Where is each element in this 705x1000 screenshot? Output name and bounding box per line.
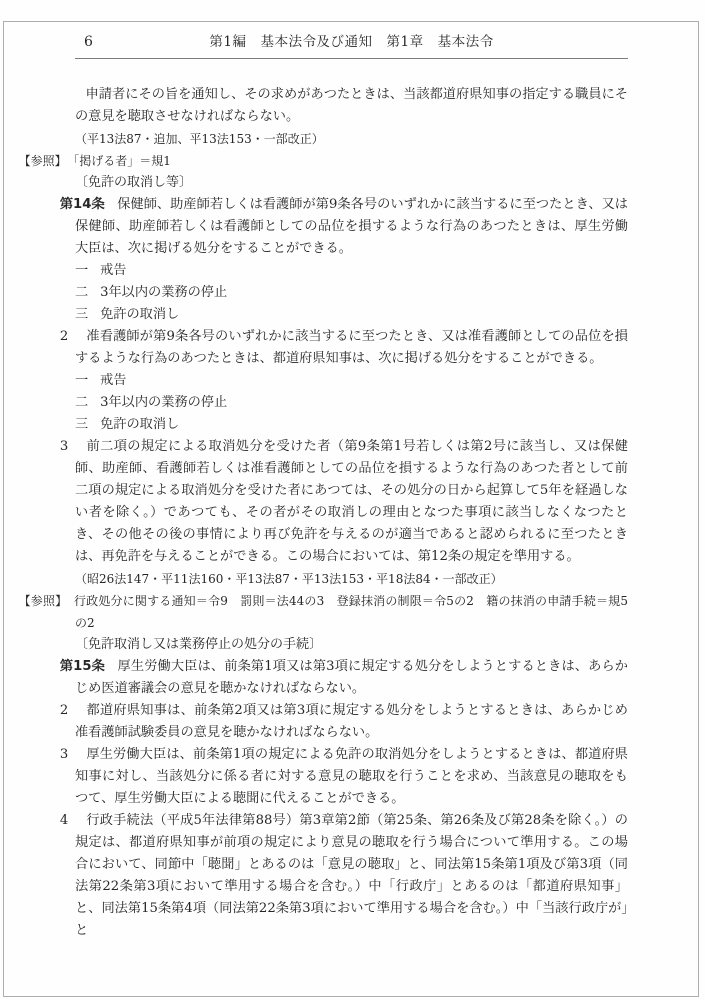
item-number: 三: [75, 417, 89, 432]
article-14-item-1: [75, 260, 628, 282]
header-rule: [75, 58, 628, 59]
paragraph-number: 2: [59, 329, 69, 344]
section-heading-license-revocation: 〔免許の取消し等〕: [75, 175, 193, 190]
article-14-item-2: [75, 282, 628, 304]
item-number: 二: [75, 285, 89, 300]
article-14-paragraph-2: [59, 326, 628, 370]
article-15: [59, 656, 628, 700]
page-number: 6: [84, 34, 93, 50]
item-text: 3年以内の業務の停止: [100, 395, 228, 410]
continuation-paragraph: 申請者にその旨を通知し、その求めがあつたときは、当該都道府県知事の指定する職員にその意見を聴取させなければならない。: [75, 87, 628, 124]
amendment-note: （平13法87・追加、平13法153・一部改正）: [75, 132, 324, 146]
item-text: 免許の取消し: [100, 307, 180, 322]
paragraph-text: 厚生労働大臣は、前条第1項の規定による免許の取消処分をしようとするときは、都道府県知事に対し、当該処分に係る者に対する意見の聴取を行うことを求め、当該意見の聴取をもつて、厚生労働大臣による聴聞に代えることができる。: [75, 747, 628, 806]
item-number: 一: [75, 373, 89, 388]
paragraph-text: 准看護師が第9条各号のいずれかに該当するに至つたとき、又は准看護師としての品位を損するような行為のあつたときは、都道府県知事は、次に掲げる処分をすることができる。: [75, 329, 628, 366]
article-15-number: 第15条: [59, 659, 106, 674]
running-header-title: 第1編 基本法令及び通知 第1章 基本法令: [209, 34, 494, 50]
item-number: 三: [75, 307, 89, 322]
article-15-paragraph-3: [59, 744, 628, 810]
paragraph-number: 3: [59, 439, 69, 454]
reference-label: 【参照】: [18, 594, 68, 608]
reference-text: 行政処分に関する通知＝令9 罰則＝法44の3 登録抹消の制限＝令5の2 籍の抹消の申請手続＝規5の2: [73, 594, 628, 630]
paragraph-number: 3: [59, 747, 69, 762]
item-text: 3年以内の業務の停止: [100, 285, 228, 300]
article-14-paragraph-2-item-1: [75, 370, 628, 392]
amendment-note: （昭26法147・平11法160・平13法87・平13法153・平18法84・一部改正）: [75, 572, 503, 586]
item-text: 戒告: [100, 263, 127, 278]
article-15-text: 厚生労働大臣は、前条第1項又は第3項に規定する処分をしようとするときは、あらかじめ医道審議会の意見を聴かなければならない。: [75, 659, 628, 696]
article-14-paragraph-3: [59, 436, 628, 568]
article-14-text: 保健師、助産師若しくは看護師が第9条各号のいずれかに該当するに至つたとき、又は保健師、助産師若しくは看護師としての品位を損するような行為のあつたときは、厚生労働大臣は、次に掲げる処分をすることができる。: [75, 197, 628, 256]
article-14-paragraph-2-item-3: [75, 414, 628, 436]
article-14: [59, 194, 628, 260]
running-header: [75, 31, 628, 53]
paragraph-number: 4: [59, 813, 69, 828]
article-15-paragraph-4: [59, 810, 628, 942]
item-text: 戒告: [100, 373, 127, 388]
article-14-paragraph-2-item-2: [75, 392, 628, 414]
reference-text: 「掲げる者」＝規1: [73, 154, 171, 168]
paragraph-text: 前二項の規定による取消処分を受けた者（第9条第1号若しくは第2号に該当し、又は保健師、助産師、看護師若しくは准看護師としての品位を損するような行為のあつた者として前二項の規定による取消処分を受けた者にあつては、その処分の日から起算して5年を経過しない者を除く。）であつても、その者がその取消しの理由となつた事項に該当しなくなつたとき、その他その後の事情により再び免許を与えるのが適当であると認められるに至つたときは、再免許を与えることができる。この場合においては、第12条の規定を準用する。: [75, 439, 628, 564]
article-14-item-3: [75, 304, 628, 326]
reference-label: 【参照】: [18, 154, 67, 168]
article-15-paragraph-2: [59, 700, 628, 744]
reference-note: [18, 150, 628, 172]
paragraph-number: 2: [59, 703, 69, 718]
reference-note: [18, 590, 628, 634]
section-heading-revocation-procedure: 〔免許取消し又は業務停止の処分の手続〕: [75, 637, 323, 652]
paragraph-text: 都道府県知事は、前条第2項又は第3項に規定する処分をしようとするときは、あらかじめ准看護師試験委員の意見を聴かなければならない。: [75, 703, 628, 740]
item-text: 免許の取消し: [100, 417, 180, 432]
article-14-number: 第14条: [59, 197, 105, 212]
paragraph-text: 行政手続法（平成5年法律第88号）第3章第2節（第25条、第26条及び第28条を除く。）の規定は、都道府県知事が前項の規定により意見の聴取を行う場合について準用する。この場合において、同節中「聴聞」とあるのは「意見の聴取」と、同法第15条第1項及び第3項（同法第22条第3項において準用する場合を含む。）中「行政庁」とあるのは「都道府県知事」と、同法第15条第4項（同法第22条第3項において準用する場合を含む。）中「当該行政庁が」と: [75, 813, 628, 938]
page-body: [18, 84, 628, 942]
item-number: 二: [75, 395, 89, 410]
item-number: 一: [75, 263, 89, 278]
